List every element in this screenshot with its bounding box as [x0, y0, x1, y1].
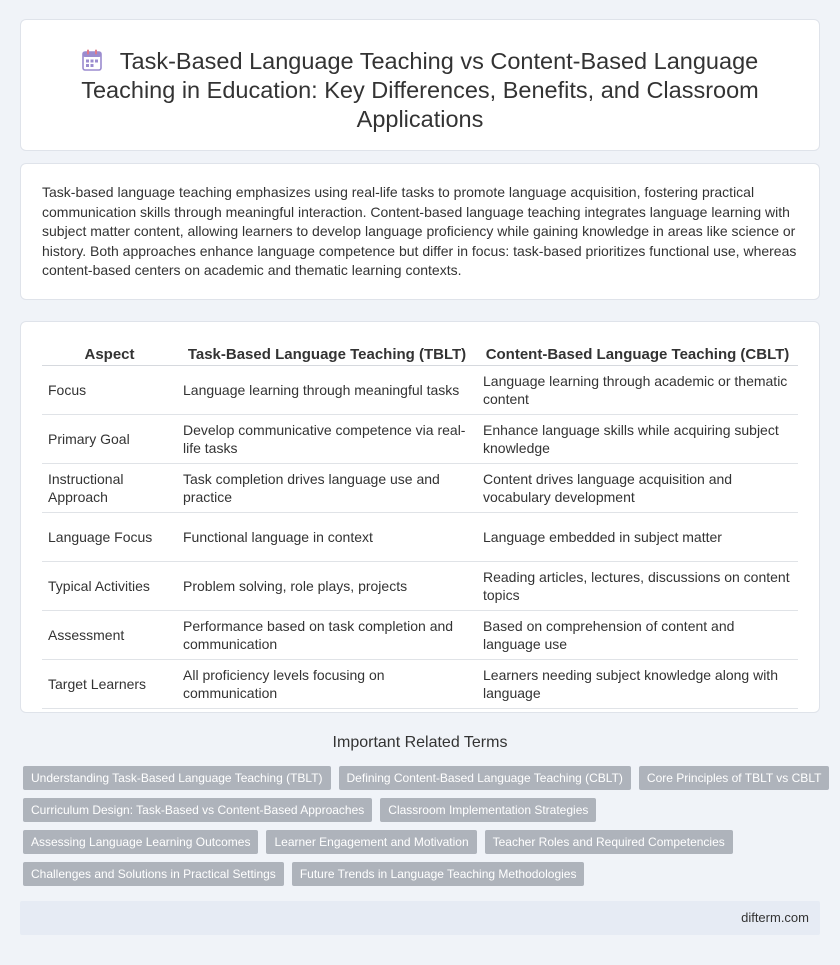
- related-tag[interactable]: Defining Content-Based Language Teaching (CBLT): [339, 766, 631, 790]
- row-tblt: Problem solving, role plays, projects: [177, 562, 477, 611]
- header-cblt: Content-Based Language Teaching (CBLT): [477, 344, 798, 366]
- row-aspect: Primary Goal: [42, 415, 177, 464]
- header-aspect: Aspect: [42, 344, 177, 366]
- related-tag[interactable]: Understanding Task-Based Language Teaching (TBLT): [23, 766, 331, 790]
- row-cblt: Learners needing subject knowledge along with language: [477, 660, 798, 709]
- row-cblt: Reading articles, lectures, discussions on content topics: [477, 562, 798, 611]
- table-row: [42, 464, 798, 513]
- comparison-table: [42, 344, 798, 709]
- row-cblt: Based on comprehension of content and language use: [477, 611, 798, 660]
- row-cblt: Language learning through academic or thematic content: [477, 366, 798, 415]
- row-aspect: Instructional Approach: [42, 464, 177, 513]
- row-tblt: Task completion drives language use and practice: [177, 464, 477, 513]
- related-tag[interactable]: Assessing Language Learning Outcomes: [23, 830, 258, 854]
- calendar-icon: [82, 49, 102, 71]
- row-tblt: Functional language in context: [177, 513, 477, 562]
- table-row: [42, 415, 798, 464]
- related-tag[interactable]: Classroom Implementation Strategies: [380, 798, 596, 822]
- title-card: [20, 19, 820, 151]
- header-tblt: Task-Based Language Teaching (TBLT): [177, 344, 477, 366]
- comparison-table-card: [20, 321, 820, 713]
- related-terms-title: Important Related Terms: [332, 734, 508, 751]
- related-tag[interactable]: Curriculum Design: Task-Based vs Content-Based Approaches: [23, 798, 372, 822]
- table-row: [42, 366, 798, 415]
- table-header-row: [42, 344, 798, 366]
- related-tag[interactable]: Teacher Roles and Required Competencies: [485, 830, 733, 854]
- intro-paragraph: Task-based language teaching emphasizes using real-life tasks to promote language acquisition, fostering practical communication skills through meaningful interaction. Content-based language teaching integrates language learning with subject matter content, allowing learners to develop language proficiency while gaining knowledge in areas like science or history. Both approaches enhance language competence but differ in focus: task-based prioritizes functional use, whereas content-based centers on academic and thematic learning contexts.: [42, 184, 797, 278]
- related-tag[interactable]: Challenges and Solutions in Practical Settings: [23, 862, 284, 886]
- row-cblt: Content drives language acquisition and vocabulary development: [477, 464, 798, 513]
- row-cblt: Enhance language skills while acquiring subject knowledge: [477, 415, 798, 464]
- row-aspect: Target Learners: [42, 660, 177, 709]
- row-aspect: Focus: [42, 366, 177, 415]
- table-row: [42, 660, 798, 709]
- table-row: [42, 562, 798, 611]
- related-tag[interactable]: Core Principles of TBLT vs CBLT: [639, 766, 830, 790]
- row-tblt: Develop communicative competence via real-life tasks: [177, 415, 477, 464]
- page-title-text: Task-Based Language Teaching vs Content-Based Language Teaching in Education: Key Differences, Benefits, and Classroom Applications: [81, 48, 759, 132]
- row-tblt: Performance based on task completion and communication: [177, 611, 477, 660]
- related-tag[interactable]: Learner Engagement and Motivation: [266, 830, 476, 854]
- row-tblt: Language learning through meaningful tasks: [177, 366, 477, 415]
- page-title: [51, 47, 789, 134]
- table-row: [42, 513, 798, 562]
- related-terms-tags: [23, 766, 823, 894]
- row-cblt: Language embedded in subject matter: [477, 513, 798, 562]
- row-aspect: Assessment: [42, 611, 177, 660]
- row-tblt: All proficiency levels focusing on communication: [177, 660, 477, 709]
- row-aspect: Typical Activities: [42, 562, 177, 611]
- row-aspect: Language Focus: [42, 513, 177, 562]
- footer: [20, 901, 820, 935]
- footer-site-link[interactable]: difterm.com: [741, 910, 809, 925]
- intro-card: [20, 163, 820, 300]
- table-row: [42, 611, 798, 660]
- related-tag[interactable]: Future Trends in Language Teaching Methodologies: [292, 862, 585, 886]
